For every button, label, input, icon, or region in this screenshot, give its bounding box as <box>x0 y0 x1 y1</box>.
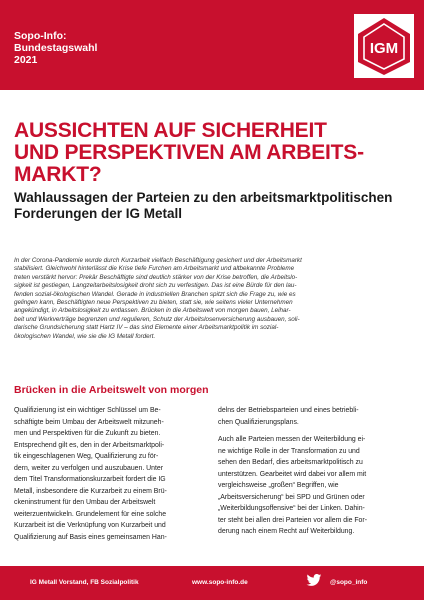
footer-band <box>0 566 424 600</box>
body-line: weiterzuentwickeln. Grundelement für eine solche <box>14 510 167 518</box>
body-line: Entsprechend gilt es, den in der Arbeitsmarktpoli- <box>14 441 165 449</box>
body-line: tik eingeschlagenen Weg, Qualifizierung zu för- <box>14 453 159 460</box>
intro-line: fenden sozial-ökologischen Wandel. Gerade in industriellen Branchen spitzt sich die Frage zu, wie es <box>14 290 296 298</box>
intro-line: stabilisiert. Gleichwohl hinterlässt die Krise tiefe Furchen am Arbeitsmarkt und altbekannte Probleme <box>14 265 295 273</box>
body-line: unterstützen. Gearbeitet wird dabei vor allem mit <box>218 470 367 478</box>
body-line: delns der Betriebsparteien und eines betriebli- <box>218 407 359 414</box>
intro-line: ökologischen Wandel, wie sie die IG Metall fordert. <box>14 332 156 340</box>
title-line: AUSSICHTEN AUF SICHERHEIT <box>14 119 327 142</box>
series-label <box>14 30 97 66</box>
body-line: vergleichsweise „großen“ Begriffen, wie <box>218 482 339 489</box>
intro-line: angekündigt, in Arbeitslosigkeit zu entlassen. Brücken in die Arbeitswelt von morgen bauen, Leihar- <box>14 307 291 315</box>
body-line: dem Titel Transformationskurzarbeit fordert die IG <box>14 476 166 483</box>
subtitle-line: Wahlaussagen der Parteien zu den arbeitsmarktpolitischen <box>14 190 393 205</box>
body-line: Qualifizierung auf Basis eines gemeinsamen Han- <box>14 533 167 541</box>
intro-paragraph <box>14 257 412 341</box>
body-line: „Weiterbildungsoffensive“ bei der Linken. Dahin- <box>218 505 365 512</box>
intro-line: beit und Werkverträge begrenzen und regulieren, Schutz der Arbeitslosenversicherung ausbauen, soli- <box>14 315 300 323</box>
page-title <box>14 120 414 186</box>
title-line: MARKT? <box>14 163 102 186</box>
footer-org: IG Metall Vorstand, FB Sozialpolitik <box>30 579 139 586</box>
ig-metall-logo-icon <box>354 14 414 78</box>
body-line: Kurzarbeit ist die Verknüpfung von Kurzarbeit und <box>14 522 166 529</box>
ig-metall-logo <box>354 14 414 78</box>
body-line: Qualifizierung ist ein wichtiger Schlüssel um Be- <box>14 407 161 414</box>
body-column-left <box>14 405 209 543</box>
intro-line: treten verstärkt hervor: Prekär Beschäftigte sind deutlich stärker von der Krise betroffen, die Arbeitslo- <box>14 273 298 281</box>
body-line: Metall, insbesondere die Kurzarbeit zu einem Brü- <box>14 487 167 495</box>
section-heading: Brücken in die Arbeitswelt von morgen <box>14 384 209 396</box>
footer-website-link[interactable]: www.sopo-info.de <box>192 579 248 586</box>
body-line: schäftigte beim Umbau der Arbeitswelt mitzuneh- <box>14 418 164 426</box>
body-column-right <box>218 405 414 538</box>
header-band <box>0 0 424 90</box>
body-line: dern, weiter zu verfolgen und auszubauen. Unter <box>14 464 164 472</box>
body-line: „Arbeitsversicherung“ bei SPD und Grünen oder <box>218 493 365 501</box>
body-line: men und Perspektiven für die Zukunft zu bieten. <box>14 430 161 437</box>
body-line: derung nach einem Recht auf Weiterbildung. <box>218 528 355 535</box>
body-line: chen Qualifizierungsplans. <box>218 418 299 426</box>
intro-line: In der Corona-Pandemie wurde durch Kurzarbeit vielfach Beschäftigung gesichert und der Arbeitsmarkt <box>14 257 302 264</box>
body-line: ckeninstrument für den Umbau der Arbeitswelt <box>14 499 156 506</box>
subtitle-line: Forderungen der IG Metall <box>14 206 183 221</box>
twitter-bird-icon[interactable] <box>306 572 322 588</box>
intro-line: sigkeit ist gestiegen, Langzeitarbeitslosigkeit droht sich zu verfestigen. Das ist eine Bürde für den lau- <box>14 282 297 290</box>
intro-line: darische Grundsicherung statt Hartz IV – das sind Elemente einer Arbeitsmarktpolitik im sozial- <box>14 324 279 332</box>
series-label-line: 2021 <box>14 54 38 66</box>
series-label-line: Sopo-Info: <box>14 30 67 42</box>
series-label-line: Bundestagswahl <box>14 42 98 54</box>
body-line: sehen den Bedarf, dies arbeitsmarktpolitisch zu <box>218 459 363 466</box>
body-line: ne wichtige Rolle in der Transformation zu und <box>218 447 360 455</box>
body-line: ter steht bei allen drei Parteien vor allem die For- <box>218 516 367 524</box>
logo-letters: IGM <box>369 40 399 57</box>
page-subtitle <box>14 190 414 222</box>
body-line: Auch alle Parteien messen der Weiterbildung ei- <box>218 436 366 443</box>
title-line: UND PERSPEKTIVEN AM ARBEITS- <box>14 141 364 164</box>
footer-twitter-handle[interactable]: @sopo_info <box>330 579 368 586</box>
intro-line: gelingen kann, Beschäftigten neue Perspektiven zu bieten, statt sie, wie seitens vieler Unternehmen <box>14 299 293 307</box>
